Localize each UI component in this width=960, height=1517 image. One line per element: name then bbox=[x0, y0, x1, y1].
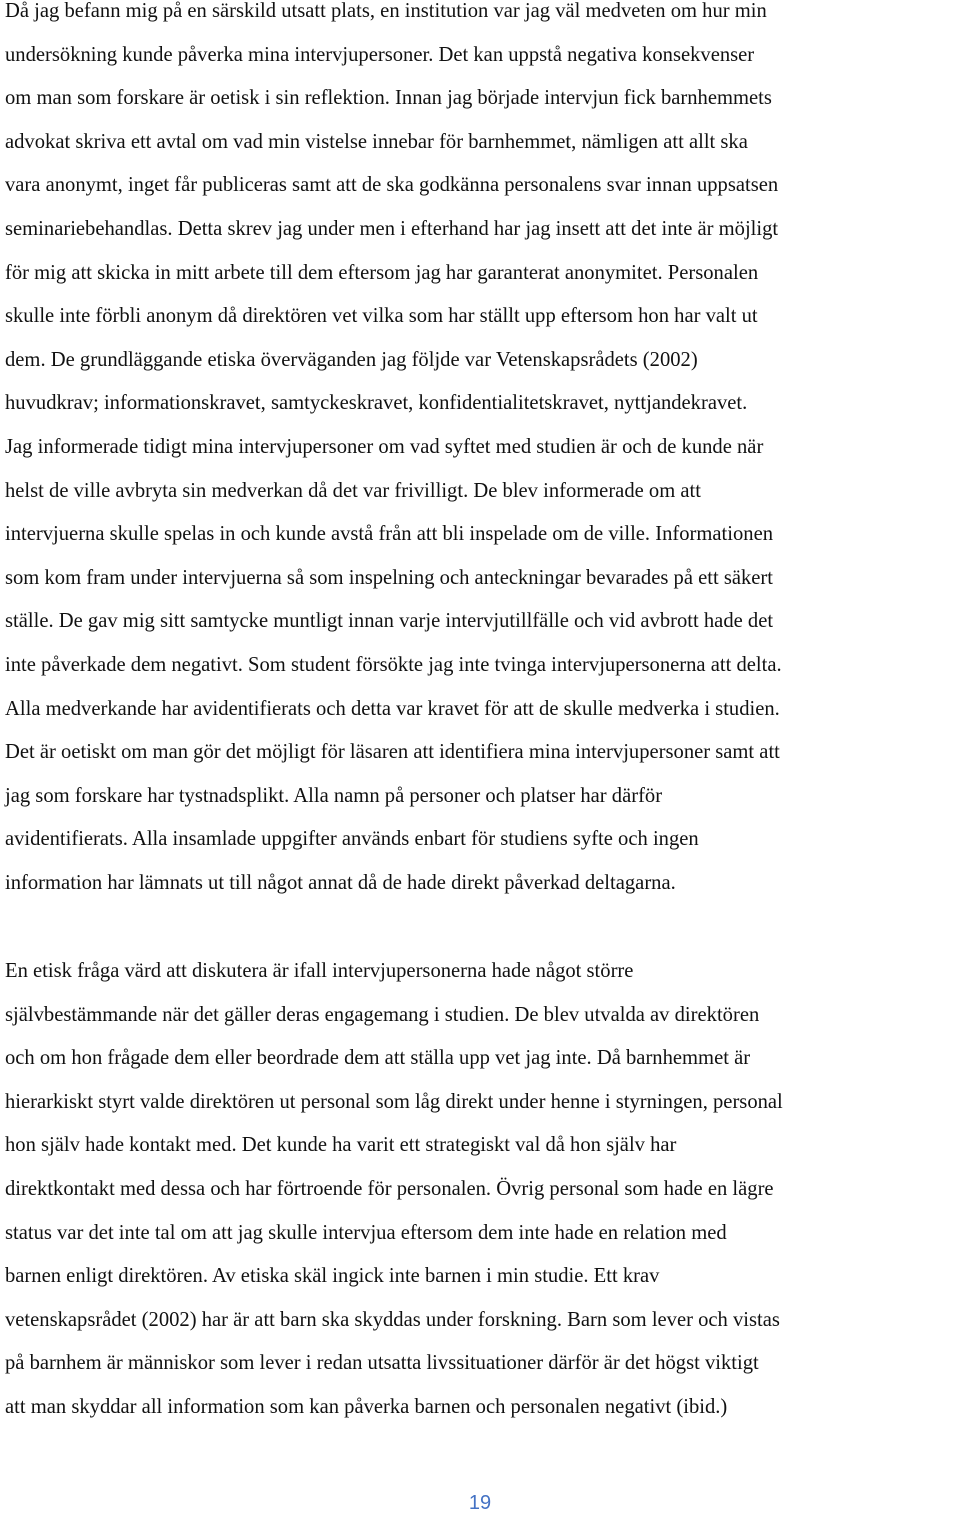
text-line: Alla medverkande har avidentifierats och detta var kravet för att de skulle medverka i studien. bbox=[5, 697, 780, 720]
text-line: självbestämmande när det gäller deras engagemang i studien. De blev utvalda av direktören bbox=[5, 1003, 760, 1026]
text-line: direktkontakt med dessa och har förtroende för personalen. Övrig personal som hade en lägre bbox=[5, 1177, 774, 1200]
text-line: helst de ville avbryta sin medverkan då det var frivilligt. De blev informerade om att bbox=[5, 479, 701, 502]
text-line: som kom fram under intervjuerna så som inspelning och anteckningar bevarades på ett säkert bbox=[5, 566, 774, 589]
text-line: huvudkrav; informationskravet, samtyckeskravet, konfidentialitetskravet, nyttjandekravet. bbox=[5, 392, 748, 415]
text-line: avidentifierats. Alla insamlade uppgifter används enbart för studiens syfte och ingen bbox=[5, 828, 699, 851]
text-line: status var det inte tal om att jag skulle intervjua eftersom dem inte hade en relation med bbox=[5, 1221, 727, 1244]
text-line: Jag informerade tidigt mina intervjupersoner om vad syftet med studien är och de kunde när bbox=[5, 435, 764, 458]
text-line: vetenskapsrådet (2002) har är att barn ska skyddas under forskning. Barn som lever och vistas bbox=[5, 1308, 780, 1331]
text-line: hierarkiskt styrt valde direktören ut personal som låg direkt under henne i styrningen, personal bbox=[5, 1090, 783, 1113]
text-line: skulle inte förbli anonym då direktören vet vilka som har ställt upp eftersom hon har valt ut bbox=[5, 305, 758, 328]
text-line: på barnhem är människor som lever i redan utsatta livssituationer därför är det högst viktigt bbox=[5, 1352, 759, 1375]
text-line: ställe. De gav mig sitt samtycke muntligt innan varje intervjutillfälle och vid avbrott hade det bbox=[5, 610, 774, 633]
text-line: Det är oetiskt om man gör det möjligt för läsaren att identifiera mina intervjupersoner samt att bbox=[5, 741, 780, 764]
text-line: seminariebehandlas. Detta skrev jag under men i efterhand har jag insett att det inte är möjligt bbox=[5, 217, 779, 240]
text-line: om man som forskare är oetisk i sin reflektion. Innan jag började intervjun fick barnhemmets bbox=[5, 87, 772, 110]
text-line: jag som forskare har tystnadsplikt. Alla namn på personer och platser har därför bbox=[5, 784, 663, 807]
text-line: att man skyddar all information som kan påverka barnen och personalen negativt (ibid.) bbox=[5, 1395, 728, 1418]
text-line: hon själv hade kontakt med. Det kunde ha varit ett strategiskt val då hon själv har bbox=[5, 1134, 677, 1157]
text-line: advokat skriva ett avtal om vad min vistelse innebar för barnhemmet, nämligen att allt ska bbox=[5, 130, 748, 153]
text-line: och om hon frågade dem eller beordrade dem att ställa upp vet jag inte. Då barnhemmet är bbox=[5, 1047, 751, 1070]
text-line: för mig att skicka in mitt arbete till dem eftersom jag har garanterat anonymitet. Personalen bbox=[5, 261, 759, 284]
text-line: Då jag befann mig på en särskild utsatt plats, en institution var jag väl medveten om hur min bbox=[5, 0, 767, 22]
text-line: vara anonymt, inget får publiceras samt att de ska godkänna personalens svar innan uppsatsen bbox=[5, 174, 779, 197]
text-line: intervjuerna skulle spelas in och kunde avstå från att bli inspelade om de ville. Informationen bbox=[5, 523, 774, 546]
text-line: undersökning kunde påverka mina intervjupersoner. Det kan uppstå negativa konsekvenser bbox=[5, 43, 755, 66]
page-number: 19 bbox=[468, 1492, 492, 1514]
paragraph-ethical-question bbox=[0, 950, 960, 1430]
text-line: barnen enligt direktören. Av etiska skäl ingick inte barnen i min studie. Ett krav bbox=[5, 1265, 660, 1288]
text-line: information har lämnats ut till något annat då de hade direkt påverkad deltagarna. bbox=[5, 871, 676, 894]
text-line: En etisk fråga värd att diskutera är ifall intervjupersonerna hade något större bbox=[5, 960, 634, 982]
text-line: inte påverkade dem negativt. Som student försökte jag inte tvinga intervjupersonerna att delta. bbox=[5, 653, 782, 676]
text-line: dem. De grundläggande etiska överväganden jag följde var Vetenskapsrådets (2002) bbox=[5, 348, 698, 371]
